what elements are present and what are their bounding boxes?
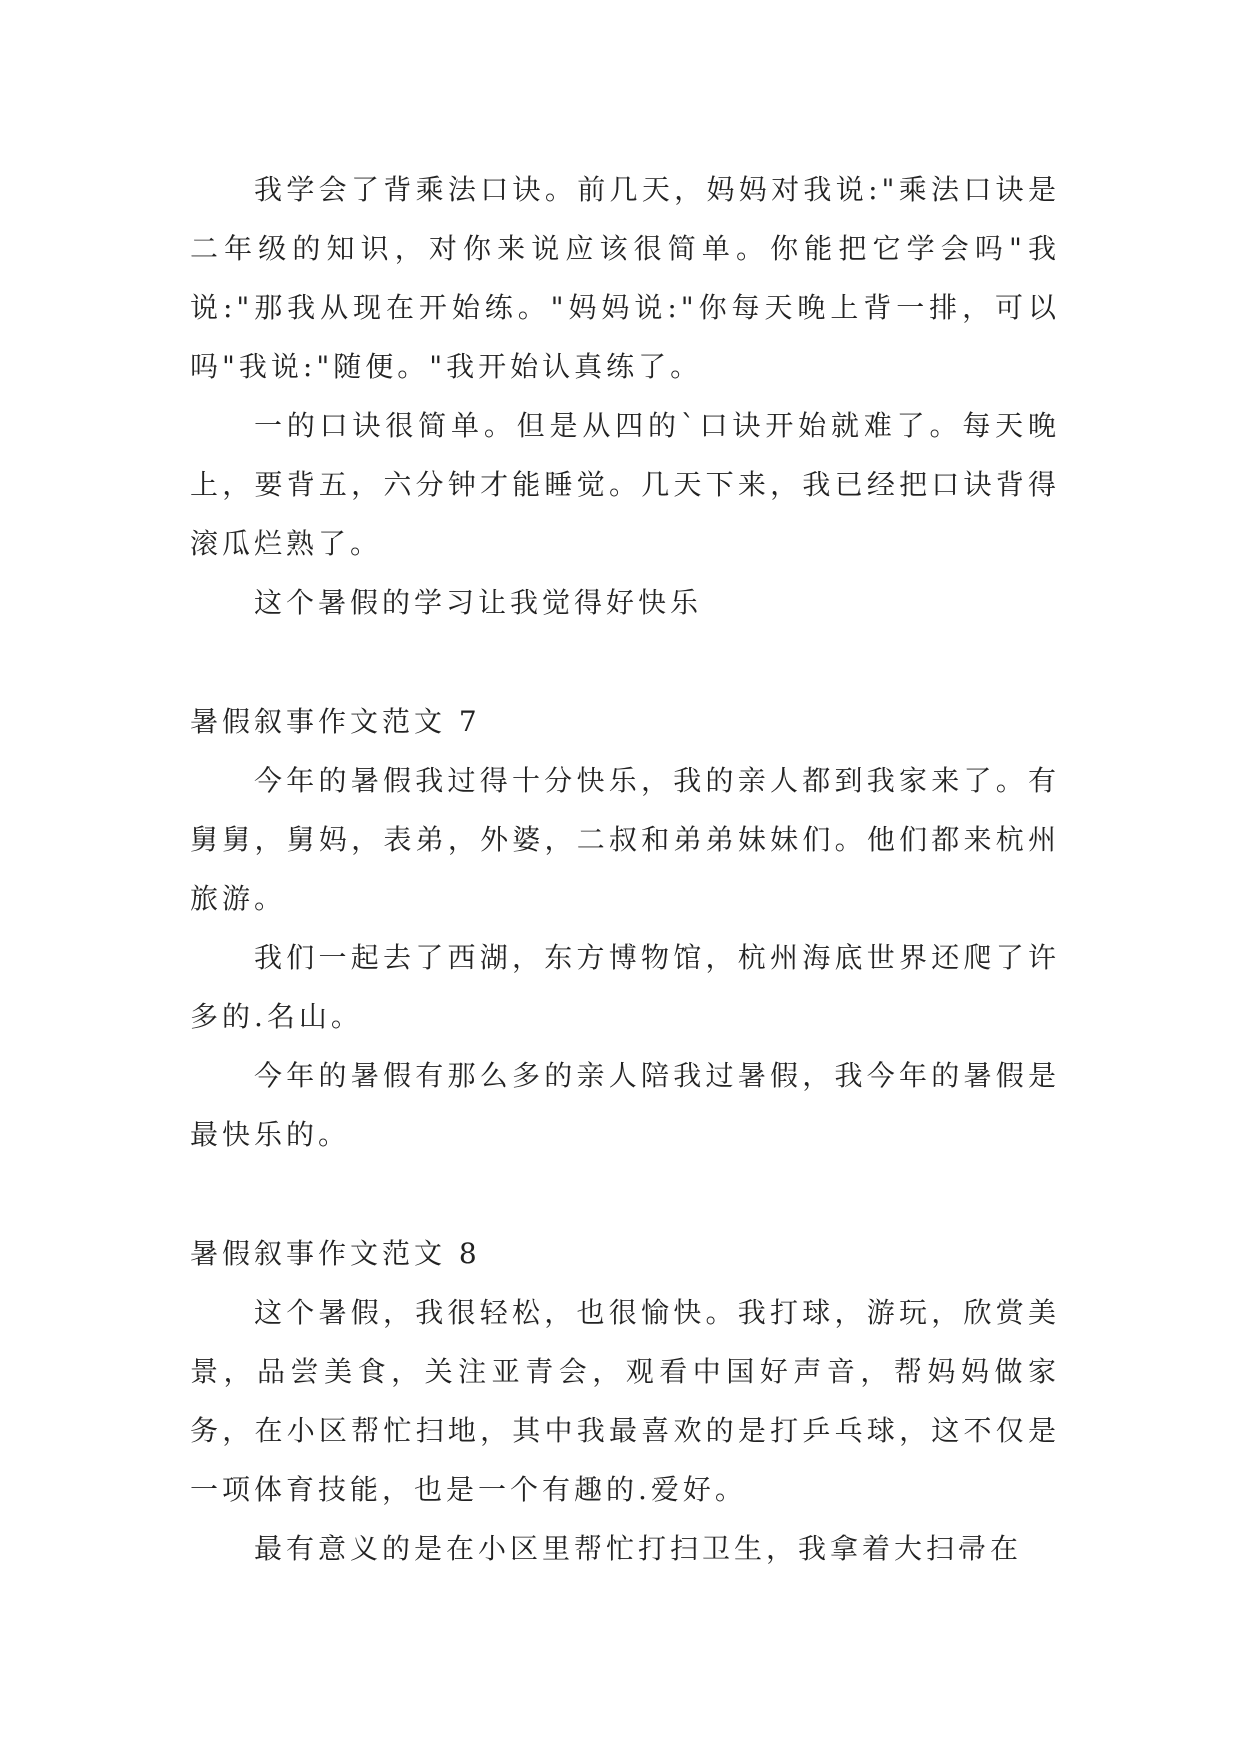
paragraph: 我学会了背乘法口诀。前几天，妈妈对我说:"乘法口诀是二年级的知识，对你来说应该很简单。你能把它学会吗"我说:"那我从现在开始练。"妈妈说:"你每天晚上背一排，可以吗"我说:"随便。"我开始认真练了。	[190, 173, 1060, 383]
paragraph: 最有意义的是在小区里帮忙打扫卫生，我拿着大扫帚在	[254, 1532, 1023, 1565]
paragraph: 今年的暑假我过得十分快乐，我的亲人都到我家来了。有舅舅，舅妈，表弟，外婆，二叔和弟弟妹妹们。他们都来杭州旅游。	[190, 764, 1060, 915]
paragraph: 今年的暑假有那么多的亲人陪我过暑假，我今年的暑假是最快乐的。	[190, 1059, 1060, 1151]
section-heading: 暑假叙事作文范文 7	[190, 705, 481, 738]
paragraph: 这个暑假的学习让我觉得好快乐	[254, 586, 703, 619]
paragraph: 一的口诀很简单。但是从四的`口诀开始就难了。每天晚上，要背五，六分钟才能睡觉。几天下来，我已经把口诀背得滚瓜烂熟了。	[190, 409, 1060, 560]
section-gap	[190, 1164, 1060, 1224]
section-gap	[190, 632, 1060, 692]
section-heading: 暑假叙事作文范文 8	[190, 1237, 481, 1270]
article-body	[190, 160, 1060, 1578]
paragraph: 我们一起去了西湖，东方博物馆，杭州海底世界还爬了许多的.名山。	[190, 941, 1060, 1033]
paragraph: 这个暑假，我很轻松，也很愉快。我打球，游玩，欣赏美景，品尝美食，关注亚青会，观看中国好声音，帮妈妈做家务，在小区帮忙扫地，其中我最喜欢的是打乒乓球，这不仅是一项体育技能，也是一个有趣的.爱好。	[190, 1296, 1060, 1506]
